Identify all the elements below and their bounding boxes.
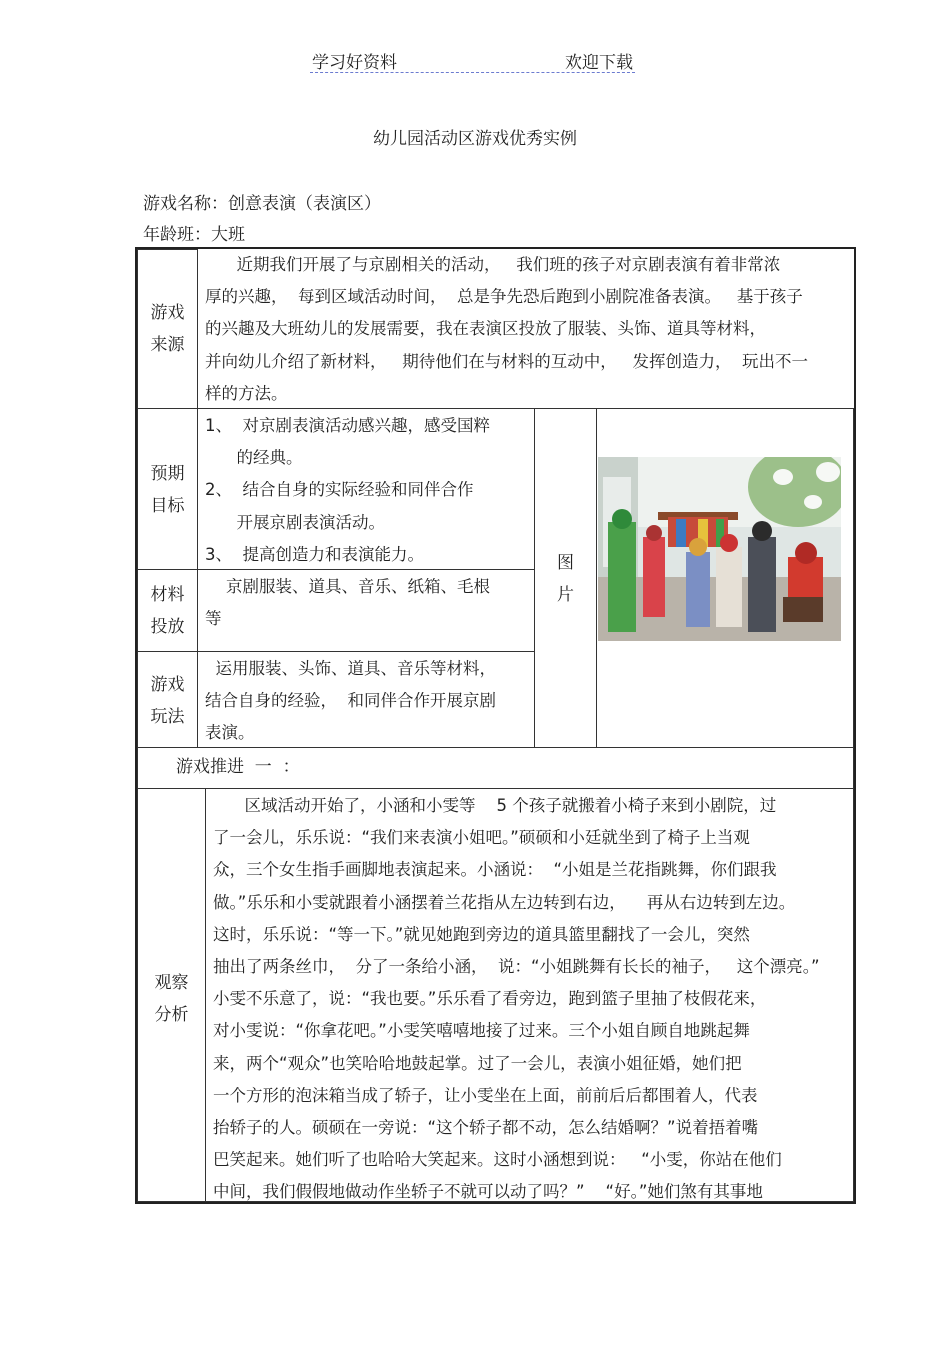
source-text: 近期我们开展了与京剧相关的活动， 我们班的孩子对京剧表演有着非常浓 厚的兴趣， 每到区域活动时间， 总是争先恐后跑到小剧院准备表演。 基于孩子 的兴趣及大班幼儿的发展需要，我在表演区投放了服装、头饰、道具等材料， 并向幼儿介绍了新材料， 期待他们在与材料的互动中， 发挥创造力， 玩出不一 样的方法。 [205,255,808,403]
performance-photo [598,457,841,641]
material-label: 材料 投放 [150,585,185,637]
progress-label: 游戏推进 一 ： [176,757,300,777]
material-text: 京剧服装、道具、音乐、纸箱、毛根 等 [205,577,490,629]
obs-label: 观察 分析 [154,973,189,1025]
goal-label: 预期 目标 [150,464,185,516]
document-title: 幼儿园活动区游戏优秀实例 [373,129,577,149]
header-right-text: 欢迎下载 [565,53,633,73]
picture-label: 图 片 [557,553,574,605]
source-label: 游戏 来源 [150,303,185,355]
play-label: 游戏 玩法 [150,675,185,727]
obs-text: 区域活动开始了，小涵和小雯等 5 个孩子就搬着小椅子来到小剧院，过 了一会儿，乐乐说：“我们来表演小姐吧。”硕硕和小廷就坐到了椅子上当观 众，三个女生指手画脚地表演起来。小涵说： “小姐是兰花指跳舞，你们跟我 做。”乐乐和小雯就跟着小涵摆着兰花指从左边转到右边， 再从右边转到左边。 这时，乐乐说：“等一下。”就见她跑到旁边的道具篮里翻找了一会儿，突然 抽出了两条丝巾， 分了一条给小涵， 说：“小姐跳舞有长长的袖子， 这个漂亮。” 小雯不乐意了，说：“我也要。”乐乐看了看旁边，跑到篮子里抽了枝假花来， 对小雯说：“你拿花吧。”小雯笑嘻嘻地接了过来。三个小姐自顾自地跳起舞 来，两个“观众”也笑哈哈地鼓起掌。过了一会儿，表演小姐征婚，她们把 一个方形的泡沫箱当成了轿子，让小雯坐在上面，前前后后都围着人，代表 抬轿子的人。硕硕在一旁说：“这个轿子都不动，怎么结婚啊？”说着捂着嘴 巴笑起来。她们听了也哈哈大笑起来。这时小涵想到说： “小雯，你站在他们 中间，我们假假地做动作坐轿子不就可以动了吗？” “好。”她们煞有其事地 [213,796,820,1202]
header-left-text: 学习好资料 [312,53,397,73]
page-header [310,46,635,73]
game-name: 游戏名称：创意表演（表演区） [143,194,381,214]
goal-text: 1、 对京剧表演活动感兴趣，感受国粹 的经典。 2、 结合自身的实际经验和同伴合作 开展京剧表演活动。 3、 提高创造力和表演能力。 [205,416,490,564]
age-class: 年龄班：大班 [143,225,245,245]
play-text: 运用服装、头饰、道具、音乐等材料， 结合自身的经验， 和同伴合作开展京剧 表演。 [205,659,496,743]
